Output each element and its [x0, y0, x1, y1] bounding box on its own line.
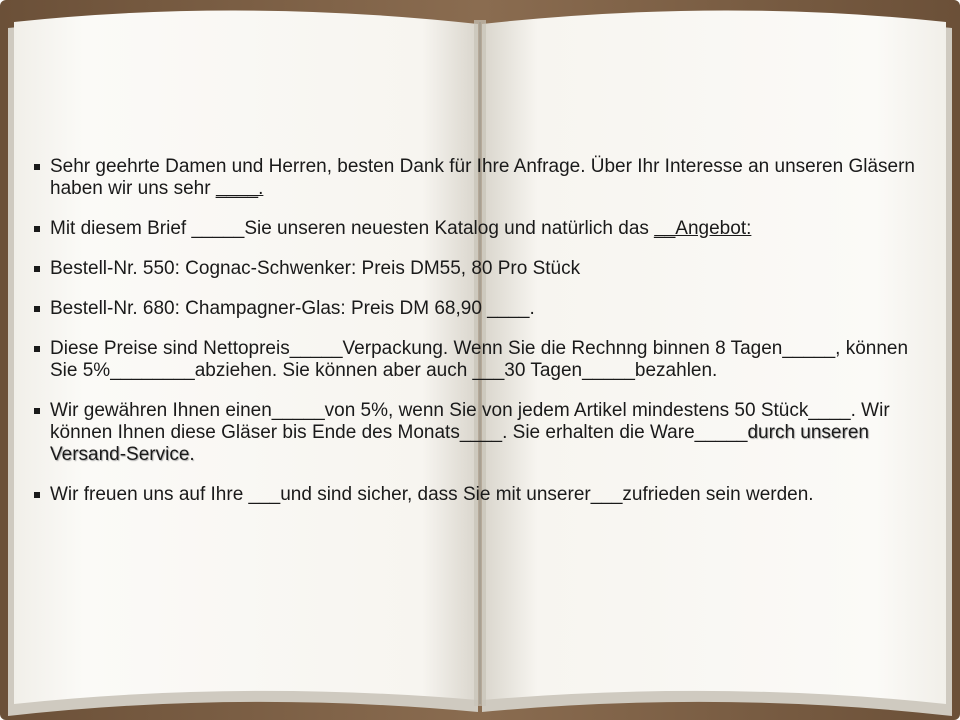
bullet-text-shadowed: durch unseren Versand-Service.: [50, 422, 869, 465]
list-item: [34, 156, 934, 200]
list-item: [34, 298, 934, 320]
bullet-text: Bestell-Nr. 680: Champagner-Glas: Preis DM 68,90 ____.: [50, 298, 535, 319]
letter-exercise-list: [34, 156, 934, 506]
list-item: [34, 258, 934, 280]
list-item: [34, 400, 934, 466]
bullet-text-underlined: ____.: [215, 178, 264, 199]
square-bullet-icon: [34, 306, 40, 312]
square-bullet-icon: [34, 346, 40, 352]
bullet-text-underlined: __Angebot:: [654, 218, 752, 239]
list-item: [34, 338, 934, 382]
square-bullet-icon: [34, 408, 40, 414]
bullet-text: Diese Preise sind Nettopreis_____Verpackung. Wenn Sie die Rechnng binnen 8 Tagen_____, können Sie 5%________abziehen. Sie können aber auch ___30 Tagen_____bezahlen.: [50, 338, 909, 381]
square-bullet-icon: [34, 226, 40, 232]
list-item: [34, 218, 934, 240]
bullet-text: Wir freuen uns auf Ihre ___und sind sicher, dass Sie mit unserer___zufrieden sein werden.: [50, 484, 814, 505]
list-item: [34, 484, 934, 506]
bullet-text: Wir gewähren Ihnen einen_____von 5%, wenn Sie von jedem Artikel mindestens 50 Stück____. Wir können Ihnen diese Gläser bis Ende des Monats____. Sie erhalten die Ware_____: [50, 400, 890, 443]
bullet-text: Mit diesem Brief _____Sie unseren neuesten Katalog und natürlich das: [50, 218, 655, 239]
bullet-text: Sehr geehrte Damen und Herren, besten Dank für Ihre Anfrage. Über Ihr Interesse an unseren Gläsern haben wir uns sehr: [50, 156, 915, 199]
square-bullet-icon: [34, 164, 40, 170]
square-bullet-icon: [34, 492, 40, 498]
square-bullet-icon: [34, 266, 40, 272]
bullet-text: Bestell-Nr. 550: Cognac-Schwenker: Preis DM55, 80 Pro Stück: [50, 258, 581, 279]
